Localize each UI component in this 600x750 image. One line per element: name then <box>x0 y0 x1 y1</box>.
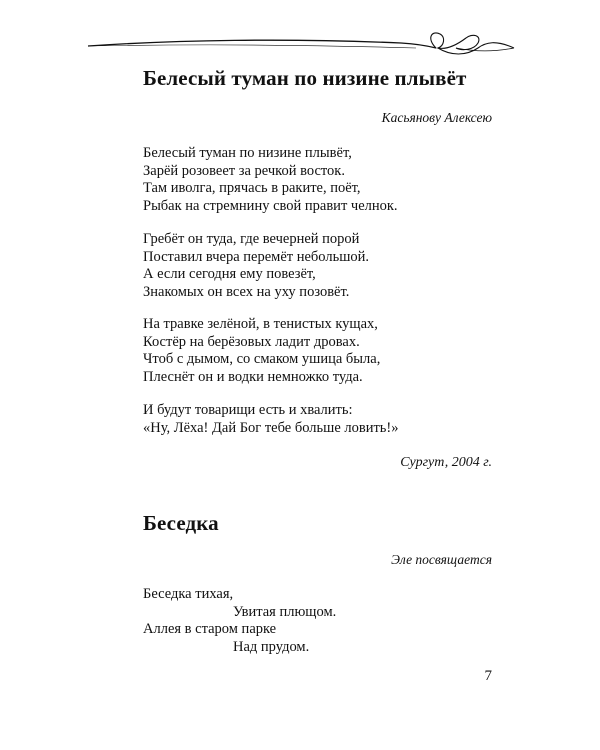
verse-line: И будут товарищи есть и хвалить: <box>143 402 353 418</box>
verse-line: Плеснёт он и водки немножко туда. <box>143 368 363 385</box>
stanza-4 <box>143 402 399 437</box>
verse-line: Знакомых он всех на уху позовёт. <box>143 283 350 300</box>
verse-line: Поставил вчера перемёт небольшой. <box>143 248 370 265</box>
verse-line: Зарёй розовеет за речкой восток. <box>143 162 345 179</box>
poem-dedication: Касьянову Алексею <box>381 110 492 125</box>
verse-line: Гребёт он туда, где вечерней порой <box>143 231 360 247</box>
stanza-2 <box>143 231 369 301</box>
verse-line-indented: Увитая плющом. <box>233 603 337 620</box>
poem-title: Белесый туман по низине плывёт <box>143 66 467 90</box>
verse-line: «Ну, Лёха! Дай Бог тебе больше ловить!» <box>143 419 399 436</box>
place-date: Сургут, 2004 г. <box>400 455 492 470</box>
stanza-1 <box>143 586 336 656</box>
verse-line: Там иволга, прячась в раките, поёт, <box>143 180 361 196</box>
verse-line: Рыбак на стремнину свой правит челнок. <box>143 197 398 214</box>
verse-line-indented: Над прудом. <box>233 638 310 655</box>
verse-line: Беседка тихая, <box>143 586 234 602</box>
stanza-3 <box>143 316 380 386</box>
poem-dedication: Эле посвящается <box>391 552 492 567</box>
verse-line: А если сегодня ему повезёт, <box>143 266 316 282</box>
verse-line: Костёр на берёзовых ладит дровах. <box>143 333 360 350</box>
poem-title: Беседка <box>143 511 219 535</box>
stanza-1 <box>143 145 398 215</box>
header-ornament <box>86 26 516 66</box>
verse-line: Чтоб с дымом, со смаком ушица была, <box>143 351 381 367</box>
verse-line: Аллея в старом парке <box>143 621 277 637</box>
verse-line: Белесый туман по низине плывёт, <box>143 145 352 161</box>
page-number: 7 <box>484 668 492 684</box>
verse-line: На травке зелёной, в тенистых кущах, <box>143 316 378 332</box>
